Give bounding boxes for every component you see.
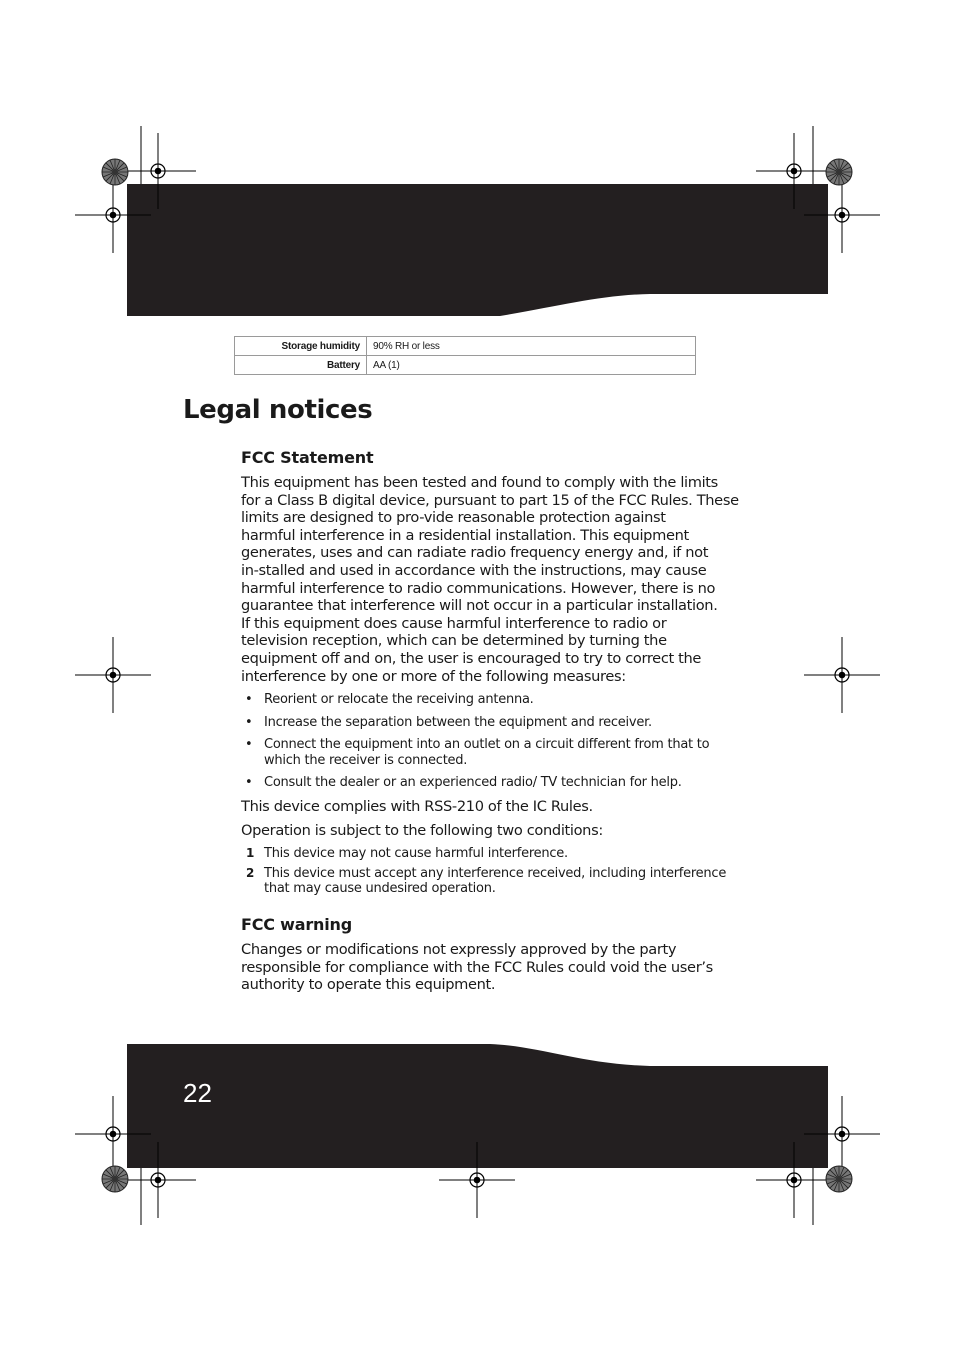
fcc-warning-body: Changes or modifications not expressly approved by the party responsible for compliance with the FCC Rules could void the user’s authority to operate this equipment. [241, 941, 713, 994]
list-item-text: This device may not cause harmful interference. [264, 846, 568, 861]
body-line: television reception, which can be determined by turning the [241, 632, 667, 650]
list-item [241, 866, 741, 897]
measures-list [241, 692, 741, 791]
rss-note: This device complies with RSS-210 of the IC Rules. [241, 798, 593, 815]
conditions-intro: Operation is subject to the following two conditions: [241, 822, 603, 839]
body-line: interference by one or more of the following measures: [241, 667, 626, 685]
page-number: 22 [183, 1078, 212, 1108]
list-item-text: Increase the separation between the equipment and receiver. [264, 714, 652, 730]
list-item-text: Reorient or relocate the receiving antenna. [264, 692, 534, 707]
bullet-marker: • [245, 692, 253, 707]
list-item-text: This device must accept any interference received, including interference that may cause undesired operation. [264, 865, 727, 896]
table-row [235, 337, 696, 356]
page-title: Legal notices [183, 395, 373, 425]
list-item [241, 715, 741, 731]
fcc-statement-heading: FCC Statement [241, 448, 374, 467]
spec-table [234, 336, 696, 375]
bullet-marker: • [245, 775, 253, 790]
list-item [241, 692, 741, 708]
spec-label: Storage humidity [235, 337, 367, 356]
header-band [127, 184, 828, 316]
list-item [241, 775, 741, 791]
body-line: harmful interference to radio communications. However, there is no [241, 579, 716, 597]
body-line: harmful interference in a residential installation. This equipment [241, 526, 689, 544]
body-line: guarantee that interference will not occur in a particular installation. [241, 597, 718, 615]
fcc-warning-heading: FCC warning [241, 915, 352, 934]
spec-value: AA (1) [373, 359, 400, 371]
body-line: This equipment has been tested and found to comply with the limits [241, 474, 718, 491]
list-item-text: Consult the dealer or an experienced radio/ TV technician for help. [264, 775, 682, 790]
body-line: for a Class B digital device, pursuant to part 15 of the FCC Rules. These [241, 491, 739, 509]
body-line: equipment off and on, the user is encouraged to try to correct the [241, 649, 702, 667]
list-item [241, 846, 741, 862]
body-line: generates, uses and can radiate radio frequency energy and, if not [241, 544, 709, 562]
bullet-marker: • [245, 737, 253, 752]
conditions-list [241, 846, 741, 897]
fcc-statement-body [241, 474, 751, 685]
list-item [241, 737, 741, 768]
table-row [235, 356, 696, 375]
body-line: in-stalled and used in accordance with the instructions, may cause [241, 561, 707, 579]
body-line: If this equipment does cause harmful interference to radio or [241, 614, 667, 632]
list-number: 1 [246, 846, 255, 860]
list-item-text: Connect the equipment into an outlet on a circuit different from that to which the receiver is connected. [264, 737, 710, 768]
list-number: 2 [246, 865, 255, 880]
body-line: limits are designed to pro-vide reasonable protection against [241, 509, 666, 527]
spec-value: 90% RH or less [367, 337, 696, 356]
bullet-marker: • [245, 714, 253, 730]
spec-label: Battery [235, 356, 367, 375]
